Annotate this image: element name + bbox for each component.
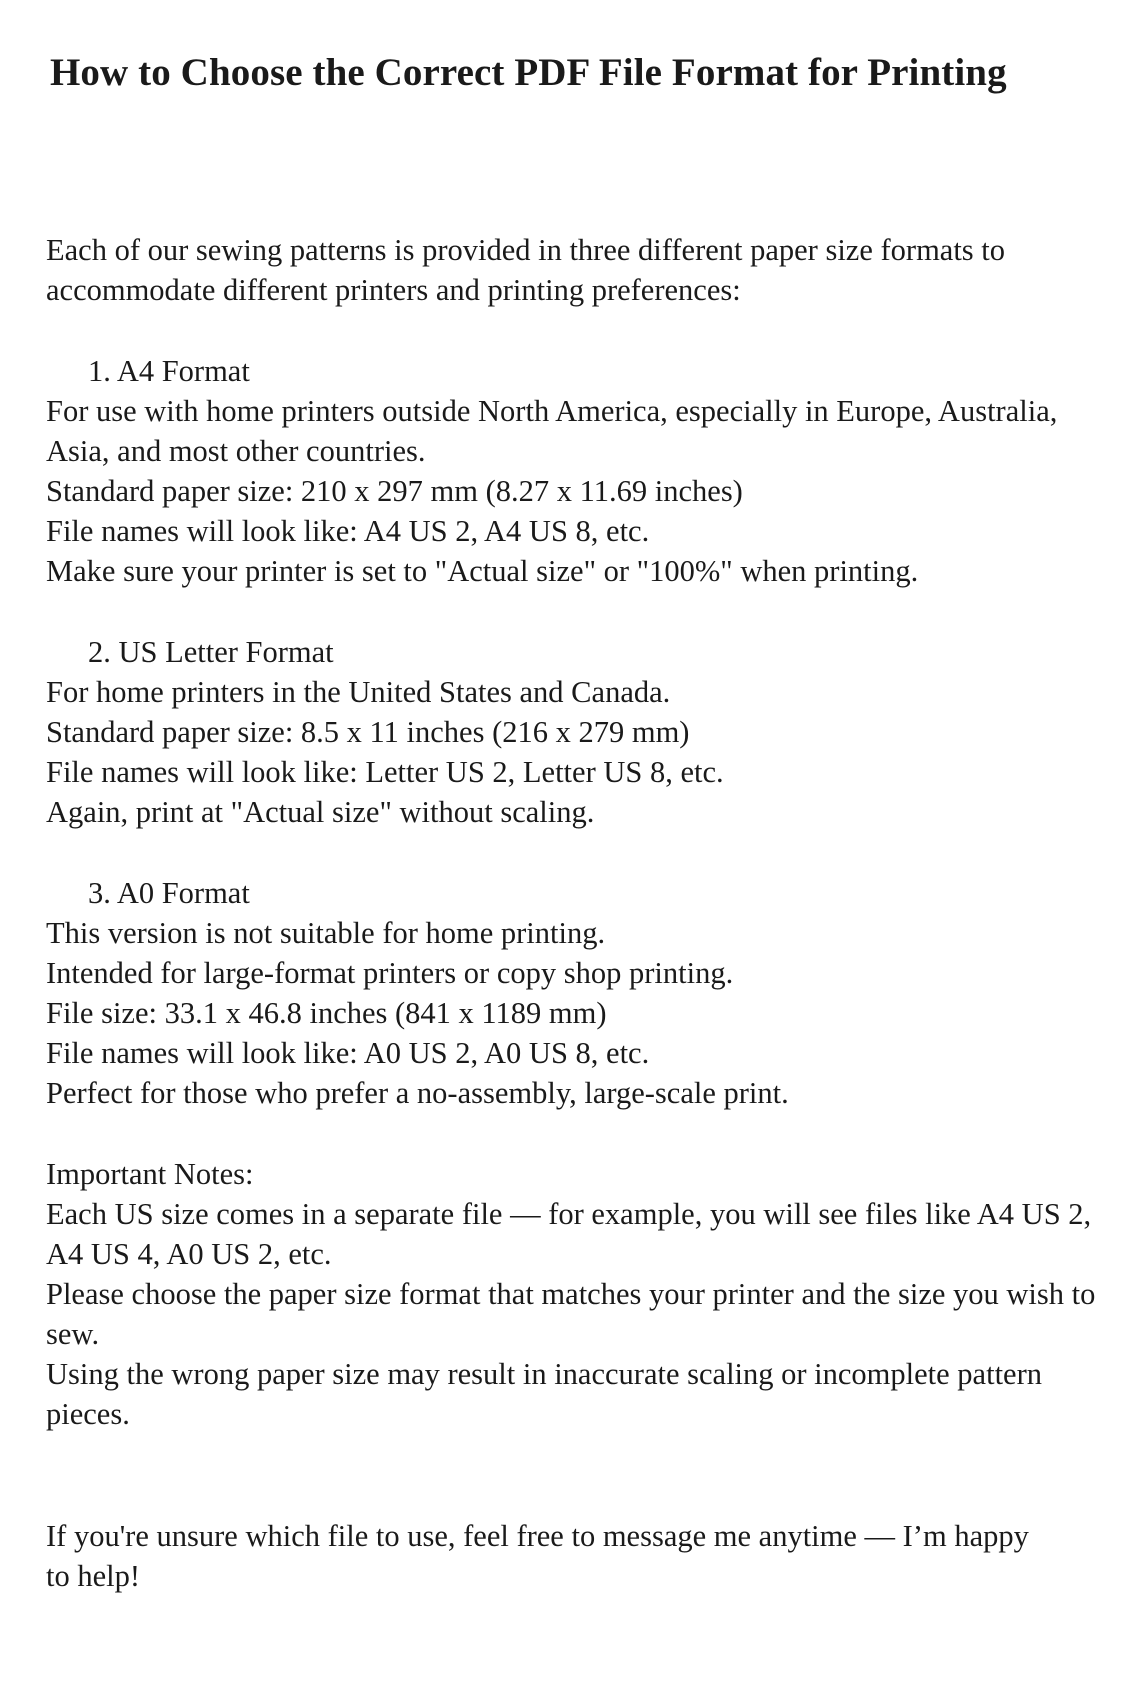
a0-line-benefit: Perfect for those who prefer a no-assembly, large-scale print. [46,1076,789,1110]
a0-line-file-names: File names will look like: A0 US 2, A0 US 8, etc. [46,1036,650,1070]
letter-line-print-setting: Again, print at "Actual size" without scaling. [46,795,595,829]
note-separate-files: Each US size comes in a separate file — for example, you will see files like A4 US 2, A4 US 4, A0 US 2, etc. [46,1197,1092,1271]
a0-line-file-size: File size: 33.1 x 46.8 inches (841 x 1189 mm) [46,996,607,1030]
a0-line-suitability: This version is not suitable for home printing. [46,916,606,950]
document-body [46,230,1096,1596]
a4-line-file-names: File names will look like: A4 US 2, A4 US 8, etc. [46,514,650,548]
a4-line-print-setting: Make sure your printer is set to "Actual size" or "100%" when printing. [46,554,919,588]
note-wrong-size: Using the wrong paper size may result in inaccurate scaling or incomplete pattern pieces. [46,1357,1042,1431]
section-heading-a4: 1. A4 Format [88,354,250,388]
notes-heading: Important Notes: [46,1157,254,1191]
letter-line-file-names: File names will look like: Letter US 2, Letter US 8, etc. [46,755,724,789]
a4-line-paper-size: Standard paper size: 210 x 297 mm (8.27 x 11.69 inches) [46,474,743,508]
a4-line-usage: For use with home printers outside North America, especially in Europe, Australia, Asia, and most other countries. [46,394,1058,468]
a0-line-intended-use: Intended for large-format printers or copy shop printing. [46,956,734,990]
closing-paragraph: If you're unsure which file to use, feel free to message me anytime — I’m happy to help! [46,1519,1029,1593]
section-heading-a0: 3. A0 Format [88,876,250,910]
section-heading-us-letter: 2. US Letter Format [88,635,334,669]
document-title: How to Choose the Correct PDF File Format for Printing [50,51,1007,94]
note-choose-format: Please choose the paper size format that matches your printer and the size you wish to sew. [46,1277,1096,1351]
letter-line-paper-size: Standard paper size: 8.5 x 11 inches (216 x 279 mm) [46,715,690,749]
letter-line-usage: For home printers in the United States and Canada. [46,675,671,709]
intro-paragraph: Each of our sewing patterns is provided in three different paper size formats to accommodate different printers and printing preferences: [46,233,1006,307]
